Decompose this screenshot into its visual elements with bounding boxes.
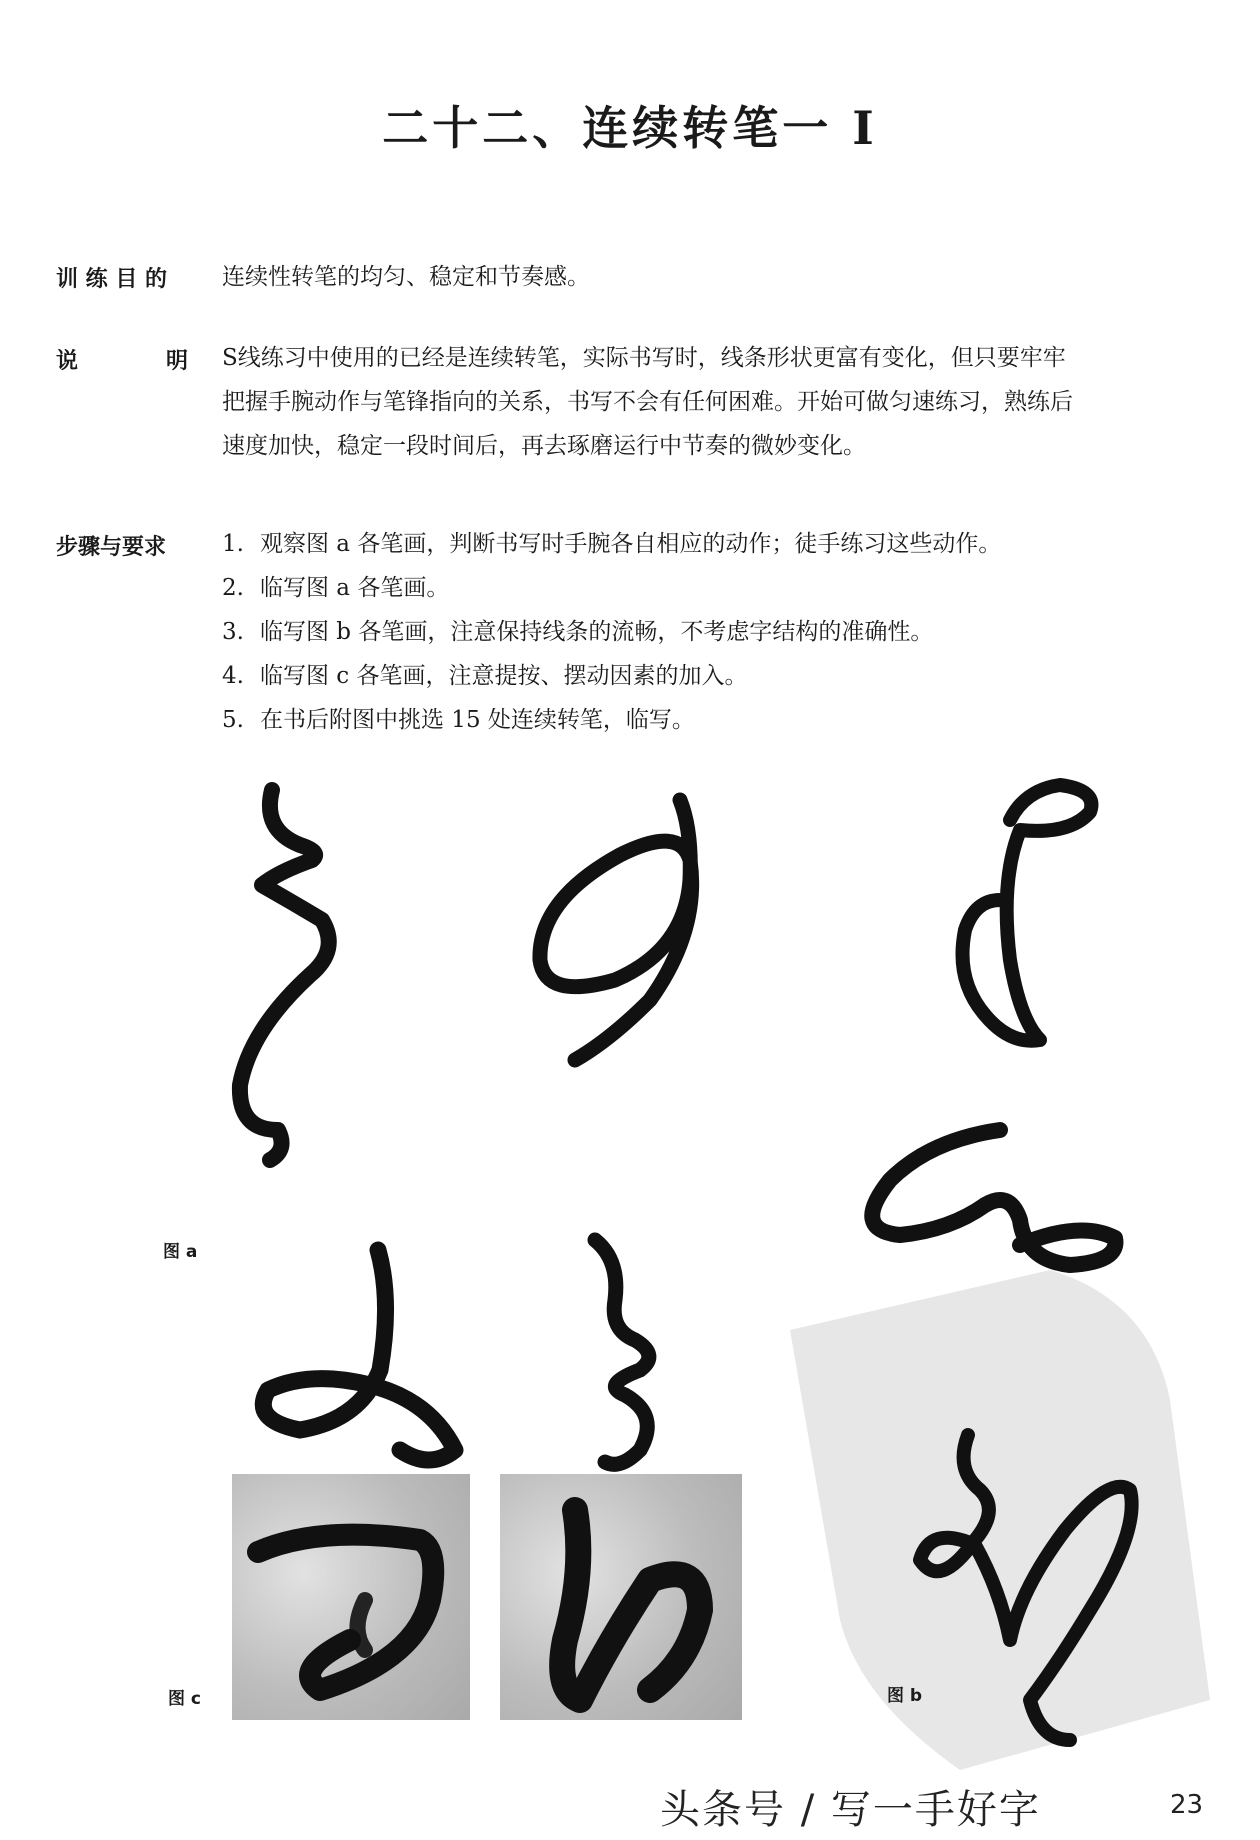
step-number: 1. xyxy=(222,531,244,557)
page-number: 23 xyxy=(1170,1790,1204,1820)
fig-b-label: 图 b xyxy=(887,1686,923,1706)
fig-a-stroke-4 xyxy=(263,1250,455,1460)
fig-a-stroke-5 xyxy=(595,1240,649,1464)
fig-c-label: 图 c xyxy=(168,1689,201,1709)
footer-watermark: 头条号 / 写一手好字 xyxy=(660,1787,1041,1833)
explanation-line: 把握手腕动作与笔锋指向的关系，书写不会有任何困难。开始可做匀速练习，熟练后 xyxy=(222,389,1073,415)
step-number: 4. xyxy=(222,663,244,689)
fig-a-stroke-2 xyxy=(540,800,692,1060)
fig-c-stroke-1 xyxy=(258,1535,433,1690)
fig-c-stroke-2 xyxy=(358,1600,366,1650)
explanation-line: 速度加快，稳定一段时间后，再去琢磨运行中节奏的微妙变化。 xyxy=(222,433,866,459)
step-text: 临写图 a 各笔画。 xyxy=(260,575,450,601)
explanation-label-right: 明 xyxy=(165,349,188,374)
purpose-label: 训 练 目 的 xyxy=(56,267,167,292)
step-text: 观察图 a 各笔画，判断书写时手腕各自相应的动作；徒手练习这些动作。 xyxy=(260,531,1002,557)
step-text: 在书后附图中挑选 15 处连续转笔，临写。 xyxy=(260,707,695,733)
fig-b-stroke-1 xyxy=(872,1130,1115,1265)
fig-a-stroke-3 xyxy=(963,785,1092,1041)
step-text: 临写图 c 各笔画，注意提按、摆动因素的加入。 xyxy=(260,663,748,689)
fig-c-stroke-3 xyxy=(562,1510,700,1700)
fig-a-label: 图 a xyxy=(163,1242,198,1262)
steps-label: 步骤与要求 xyxy=(56,535,167,560)
step-number: 2. xyxy=(222,575,244,601)
fig-a-stroke-1 xyxy=(240,790,329,1160)
step-number: 5. xyxy=(222,707,244,733)
purpose-text: 连续性转笔的均匀、稳定和节奏感。 xyxy=(222,264,590,290)
page-title: 二十二、连续转笔一 I xyxy=(382,101,878,155)
seal-watermark xyxy=(790,1270,1210,1770)
step-text: 临写图 b 各笔画，注意保持线条的流畅，不考虑字结构的准确性。 xyxy=(260,619,934,645)
step-number: 3. xyxy=(222,619,244,645)
explanation-line: S线练习中使用的已经是连续转笔，实际书写时，线条形状更富有变化，但只要牢牢 xyxy=(222,345,1066,371)
explanation-label-left: 说 xyxy=(56,349,79,374)
